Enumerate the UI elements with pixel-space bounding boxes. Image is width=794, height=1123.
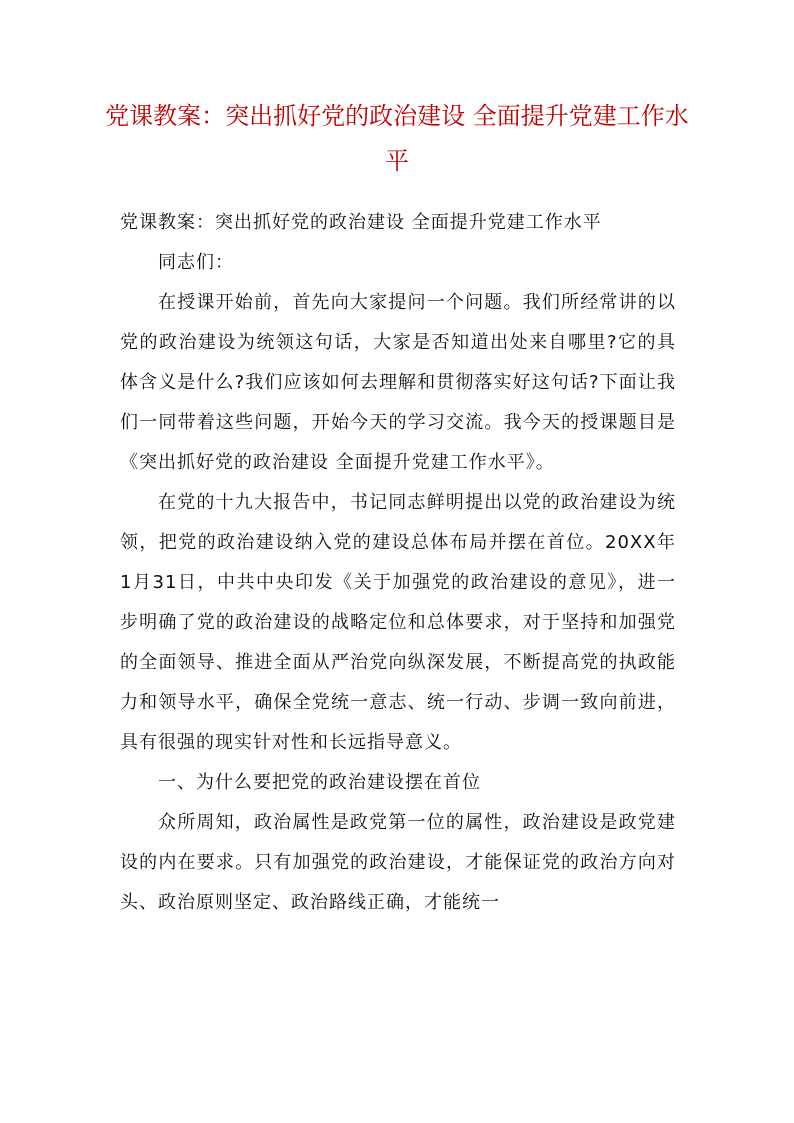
document-body (120, 203, 676, 923)
salutation-paragraph: 同志们： (158, 252, 234, 273)
intro-paragraph: 在授课开始前，首先向大家提问一个问题。我们所经常讲的以党的政治建设为统领这句话，大家是否知道出处来自哪里?它的具体含义是什么?我们应该如何去理解和贯彻落实好这句话?下面让我们一同带着这些问题，开始今天的学习交流。我今天的授课题目是《突出抓好党的政治建设 全面提升党建工作水平》。 (120, 292, 676, 473)
document-title: 党课教案：突出抓好党的政治建设 全面提升党建工作水平 (105, 102, 689, 175)
subtitle-paragraph: 党课教案：突出抓好党的政治建设 全面提升党建工作水平 (120, 212, 602, 233)
background-paragraph: 在党的十九大报告中，书记同志鲜明提出以党的政治建设为统领，把党的政治建设纳入党的建设总体布局并摆在首位。20XX年1月31日，中共中央印发《关于加强党的政治建设的意见》，进一步明确了党的政治建设的战略定位和总体要求，对于坚持和加强党的全面领导、推进全面从严治党向纵深发展，不断提高党的执政能力和领导水平，确保全党统一意志、统一行动、步调一致向前进，具有很强的现实针对性和长远指导意义。 (120, 492, 676, 753)
section-paragraph: 众所周知，政治属性是政党第一位的属性，政治建设是政党建设的内在要求。只有加强党的政治建设，才能保证党的政治方向对头、政治原则坚定、政治路线正确，才能统一 (120, 812, 676, 913)
section-heading: 一、为什么要把党的政治建设摆在首位 (158, 772, 481, 793)
